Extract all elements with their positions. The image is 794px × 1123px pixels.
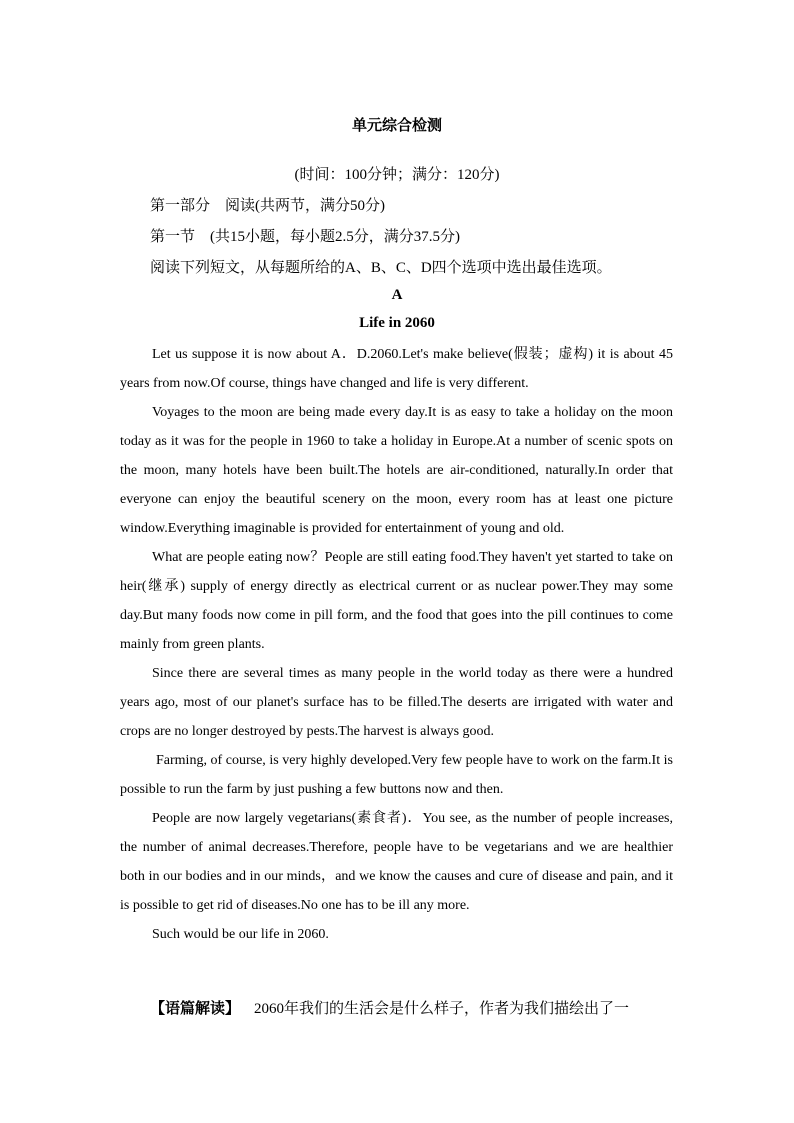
paragraph: Farming, of course, is very highly developed.Very few people have to work on the farm.It is possible to run the farm by just pushing a few buttons now and then. [120,753,673,797]
analysis-label: 【语篇解读】 [150,1001,241,1017]
section-one-heading: 第一节 (共15小题，每小题2.5分，满分37.5分) [150,229,460,245]
document-title: 单元综合检测 [351,118,442,134]
paragraph: People are now largely vegetarians(素食者)．You see, as the number of people increases, the number of animal decreases.Therefore, people have to be vegetarians and we are healthier both in our bodies and in our minds，and we know the causes and cure of disease and pain, and it is possible to get rid of diseases.No one has to be ill any more. [120,811,673,913]
paragraph: What are people eating now？People are still eating food.They haven't yet started to take on heir(继承) supply of energy directly as electrical current or as nuclear power.They may some day.But many foods now come in pill form, and the food that goes into the pill continues to come mainly from green plants. [120,550,673,652]
instruction-text: 阅读下列短文，从每题所给的A、B、C、D四个选项中选出最佳选项。 [150,260,612,276]
paragraph: Let us suppose it is now about A．D.2060.Let's make believe(假装；虚构) it is about 45 years from now.Of course, things have changed and life is very different. [120,347,673,391]
passage-analysis [150,997,673,1018]
part-one-heading: 第一部分 阅读(共两节，满分50分) [150,198,385,214]
exam-info: (时间：100分钟；满分：120分) [294,167,500,183]
paragraph: Voyages to the moon are being made every day.It is as easy to take a holiday on the moon today as it was for the people in 1960 to take a holiday in Europe.At a number of scenic spots on the moon, many hotels have been built.The hotels are air-conditioned, naturally.In order that everyone can enjoy the beautiful scenery on the moon, every room has at least one picture window.Everything imaginable is provided for entertainment of young and old. [120,405,673,536]
passage-body [120,340,673,949]
passage-label: A [391,287,403,303]
passage-title: Life in 2060 [359,315,435,331]
analysis-text: 2060年我们的生活会是什么样子，作者为我们描绘出了一 [254,1001,630,1017]
paragraph: Such would be our life in 2060. [152,927,329,942]
paragraph: Since there are several times as many people in the world today as there were a hundred years ago, most of our planet's surface has to be filled.The deserts are irrigated with water and crops are no longer destroyed by pests.The harvest is always good. [120,666,673,739]
